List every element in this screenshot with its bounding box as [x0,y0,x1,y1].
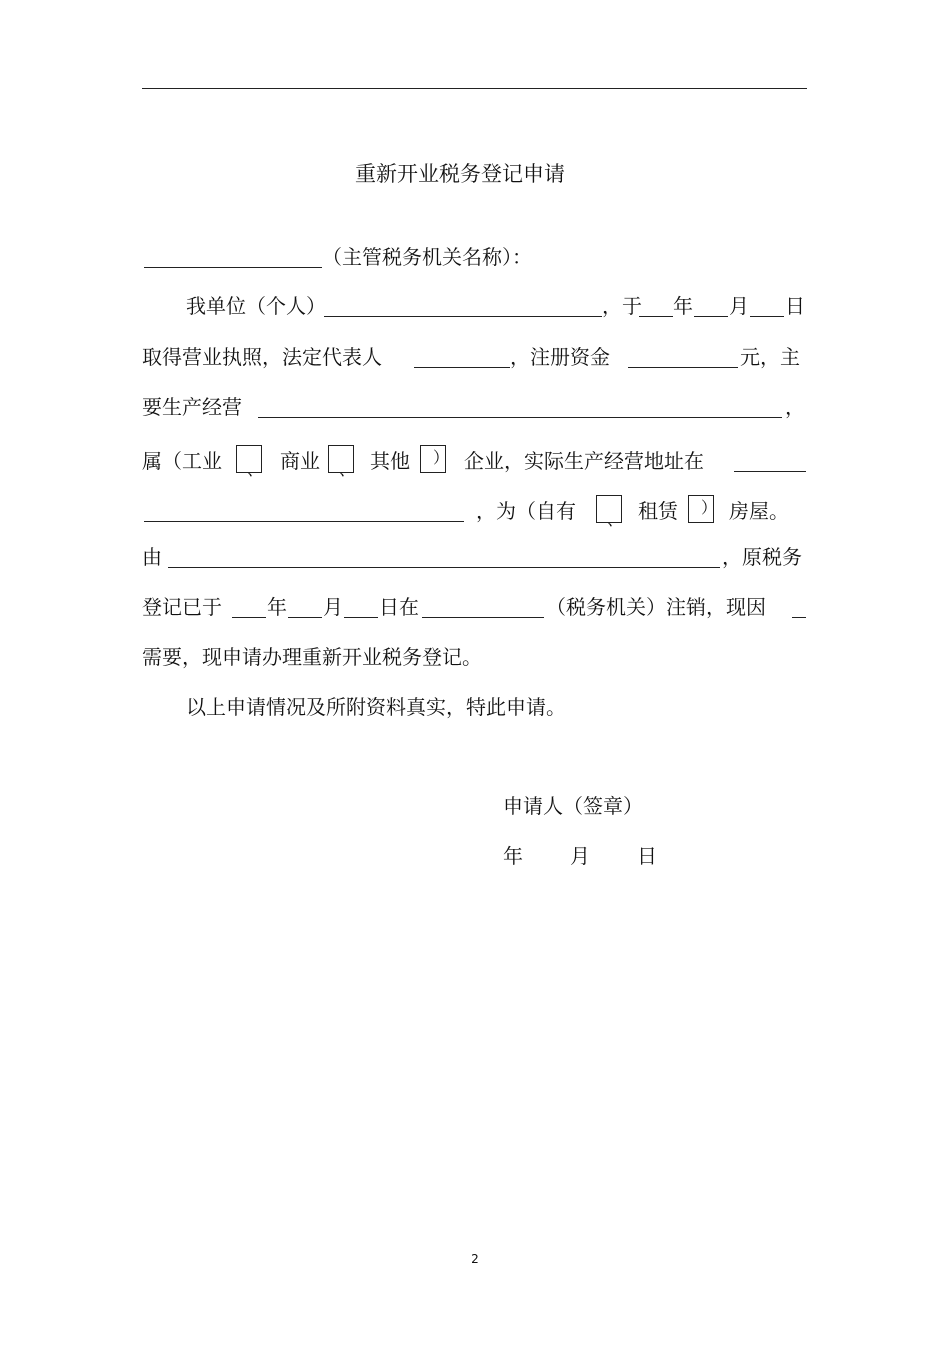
year-text: 年 [267,595,287,619]
license-month-blank[interactable] [694,316,728,317]
industry-checkbox[interactable] [236,445,263,479]
cancel-day-blank[interactable] [344,617,378,618]
cancel-text: （税务机关）注销，现因 [546,595,766,619]
para1-line2 [142,341,807,373]
commerce-label: 商业 [280,449,320,473]
registration-label: 登记已于 [142,595,222,619]
other-label: 其他 [370,449,410,473]
para2-line [142,691,807,723]
rented-checkbox[interactable] [688,495,717,523]
cause-blank[interactable] [792,617,806,618]
reason-blank[interactable] [168,567,720,568]
day-text: 日 [785,294,805,318]
signature-month: 月 [570,844,590,868]
license-year-blank[interactable] [639,316,673,317]
address-blank-cont[interactable] [144,521,464,522]
owned-checkbox[interactable] [596,495,623,529]
addressee-line [142,241,807,273]
document-title: 重新开业税务登记申请 [355,162,565,186]
para1-line7 [142,591,807,623]
para1-line1 [142,290,807,322]
applicant-signature-label: 申请人（签章） [503,794,643,818]
month-text: 月 [323,595,343,619]
close-paren: ） [432,448,449,467]
header-rule [142,88,807,89]
comma-text: ， [785,395,805,419]
separator-mark: 、 [606,510,623,529]
cancel-authority-blank[interactable] [422,617,544,618]
signature-year: 年 [503,844,523,868]
license-text: 取得营业执照，法定代表人 [142,345,382,369]
para1-line6 [142,541,807,573]
cancel-year-blank[interactable] [232,617,266,618]
category-label: 属（工业 [142,449,222,473]
signature-day: 日 [637,844,657,868]
page-number: 2 [471,1252,479,1266]
business-scope-blank[interactable] [258,417,782,418]
declaration-text: 以上申请情况及所附资料真实，特此申请。 [186,695,566,719]
para1-line5 [142,495,807,527]
para1-line4 [142,445,807,477]
day-at-text: 日在 [379,595,419,619]
other-checkbox[interactable] [420,445,449,473]
you-text: 由 [142,545,162,569]
year-text: 年 [673,294,693,318]
yu-text: ，于 [602,294,642,318]
business-label: 要生产经营 [142,395,242,419]
commerce-checkbox[interactable] [328,445,355,479]
separator-mark: 、 [246,460,263,479]
legal-rep-blank[interactable] [414,367,510,368]
license-day-blank[interactable] [750,316,784,317]
request-text: 需要，现申请办理重新开业税务登记。 [142,645,482,669]
separator-mark: 、 [338,460,355,479]
original-tax-text: ，原税务 [722,545,802,569]
para1-line3 [142,391,807,423]
addressee-suffix: （主管税务机关名称）： [322,245,532,269]
enterprise-address-label: 企业，实际生产经营地址在 [464,449,704,473]
tax-authority-blank[interactable] [144,267,322,268]
house-text: 房屋。 [729,499,789,523]
yuan-text: 元，主 [740,345,800,369]
capital-label: ，注册资金 [510,345,610,369]
rent-label: 租赁 [638,499,678,523]
para1-line8 [142,641,807,673]
capital-blank[interactable] [628,367,738,368]
unit-name-blank[interactable] [324,316,602,317]
address-blank-start[interactable] [734,471,806,472]
close-paren: ） [700,498,717,517]
month-text: 月 [729,294,749,318]
premises-label: ，为（自有 [476,499,576,523]
cancel-month-blank[interactable] [288,617,322,618]
unit-label: 我单位（个人） [186,294,326,318]
